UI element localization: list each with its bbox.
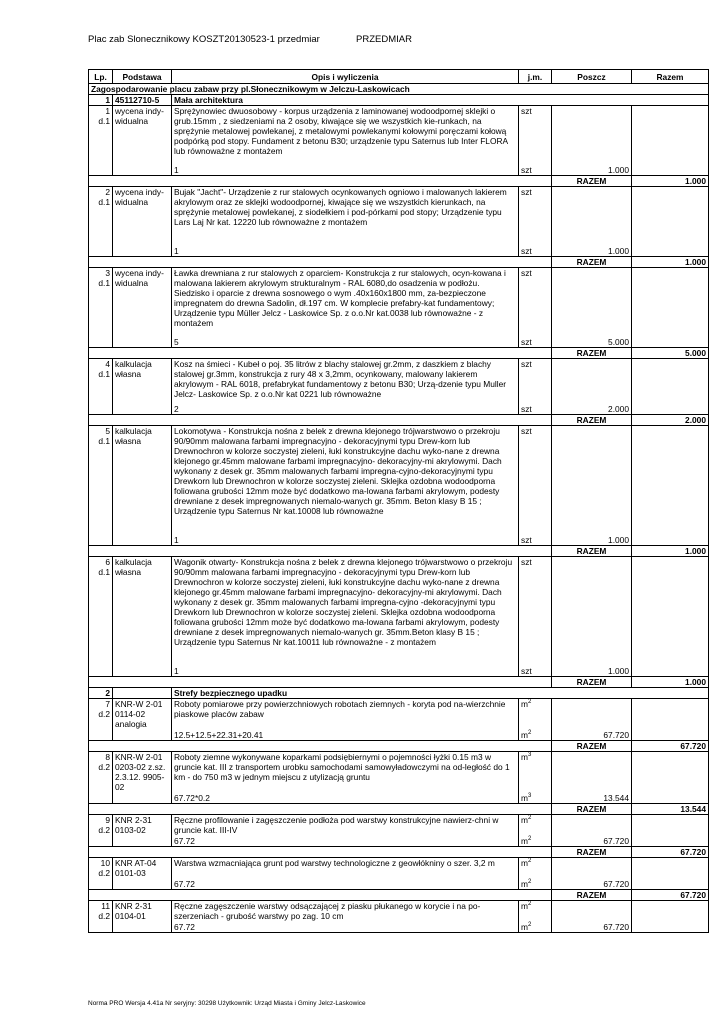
item-description: Ręczne profilowanie i zagęszczenie podłoża pod warstwy konstrukcyjne nawierz-chni w gruncie kat. III-IV — [174, 815, 499, 835]
item-unit-cell — [519, 426, 552, 546]
sum-row — [89, 677, 709, 688]
table-row — [89, 187, 709, 257]
col-description: Opis i wyliczenia — [172, 70, 519, 84]
table-row — [89, 359, 709, 415]
item-lp — [89, 699, 113, 741]
item-chapter: d.1 — [98, 567, 110, 577]
item-number: 1 — [105, 106, 110, 116]
item-calculation: 67.72 — [174, 879, 195, 889]
item-number: 9 — [105, 815, 110, 825]
item-unit-cell — [519, 106, 552, 176]
item-razem-empty — [632, 426, 709, 546]
item-poszcz: 67.720 — [552, 699, 632, 741]
sum-value: 13.544 — [632, 804, 709, 815]
item-description-cell — [172, 815, 519, 847]
sum-label: RAZEM — [552, 546, 632, 557]
item-description-cell — [172, 752, 519, 804]
item-number: 3 — [105, 268, 110, 278]
item-unit-calc: szt — [521, 666, 532, 676]
unit-exponent: 2 — [527, 858, 532, 865]
item-unit-calc: $m^2$ — [521, 836, 532, 846]
sum-row — [89, 257, 709, 268]
item-description-cell — [172, 858, 519, 890]
section-title: Zagospodarowanie placu zabaw przy pl.Słonecznikowym w Jelczu-Laskowicach — [89, 84, 709, 95]
item-calculation: 1 — [174, 246, 179, 256]
table-row — [89, 268, 709, 348]
item-basis: wycena indy-widualna — [113, 268, 172, 348]
item-lp — [89, 426, 113, 546]
table-row — [89, 858, 709, 890]
page-header — [88, 34, 412, 45]
sum-label: RAZEM — [552, 847, 632, 858]
item-description: Kosz na śmieci - Kubeł o poj. 35 litrów z blachy stalowej gr.2mm, z daszkiem z blachy stalowej gr.3mm, konstrukcja z rury 48 x 3,2mm, ocynkowany, malowany lakierem akrylowym - RAL 6018, prefabrykat fundamentowy z betonu B30; Urzą-dzenie typu Muller Jelcz- Laskowice Sp. z o.o.Nr kat 0221 lub równoważne — [174, 359, 507, 399]
item-unit: $m^2$ — [521, 901, 532, 911]
item-razem-empty — [632, 187, 709, 257]
unit-exponent: 2 — [527, 836, 532, 843]
sum-spacer — [89, 804, 552, 815]
section-row — [89, 84, 709, 95]
item-razem-empty — [632, 858, 709, 890]
item-number: 8 — [105, 752, 110, 762]
item-poszcz: 67.720 — [552, 901, 632, 933]
col-lp: Lp. — [89, 70, 113, 84]
item-lp — [89, 187, 113, 257]
sum-value: 67.720 — [632, 890, 709, 901]
item-unit-cell — [519, 187, 552, 257]
item-description: Ręczne zagęszczenie warstwy odsączającej z piasku płukanego w korycie i na po-szerzeniach - grubość warstwy po zag. 10 cm — [174, 901, 481, 921]
item-unit-cell — [519, 815, 552, 847]
item-razem-empty — [632, 106, 709, 176]
col-poszcz: Poszcz — [552, 70, 632, 84]
item-unit-calc: szt — [521, 535, 532, 545]
item-unit: $m^3$ — [521, 752, 532, 762]
table-row — [89, 106, 709, 176]
item-razem-empty — [632, 699, 709, 741]
item-basis: KNR AT-04 0101-03 — [113, 858, 172, 890]
sum-spacer — [89, 847, 552, 858]
item-unit: szt — [521, 106, 532, 116]
unit-exponent: 2 — [527, 879, 532, 886]
item-description: Bujak "Jacht"- Urządzenie z rur stalowych ocynkowanych ogniowo i malowanych lakierem akrylowym oraz ze sklejki wodoodpornej, kiwające się we wszystkich kierunkach, na sprężynie metalowej powlekanej, z siodełkiem i pod-pórkami pod stopy; Urządzenie typu Lars Laj Nr kat. 12220 lub równoważne z montażem — [174, 187, 507, 227]
item-unit: $m^2$ — [521, 858, 532, 868]
item-description: Warstwa wzmacniająca grunt pod warstwy technologiczne z geowłókniny o szer. 3,2 m — [174, 858, 495, 868]
item-description-cell — [172, 901, 519, 933]
document-type: PRZEDMIAR — [356, 34, 412, 45]
sum-label: RAZEM — [552, 741, 632, 752]
item-chapter: d.2 — [98, 709, 110, 719]
sum-spacer — [89, 741, 552, 752]
item-basis: KNR 2-31 0104-01 — [113, 901, 172, 933]
item-chapter: d.2 — [98, 868, 110, 878]
sum-row — [89, 415, 709, 426]
table-row — [89, 901, 709, 933]
item-lp — [89, 106, 113, 176]
item-description-cell — [172, 187, 519, 257]
item-basis: KNR-W 2-01 0203-02 z.sz. 2.3.12. 9905-02 — [113, 752, 172, 804]
item-chapter: d.1 — [98, 278, 110, 288]
sum-value: 1.000 — [632, 176, 709, 187]
sum-value: 1.000 — [632, 546, 709, 557]
item-lp — [89, 858, 113, 890]
item-description-cell — [172, 268, 519, 348]
table-row — [89, 815, 709, 847]
item-poszcz: 13.544 — [552, 752, 632, 804]
item-unit-calc: $m^2$ — [521, 730, 532, 740]
col-razem: Razem — [632, 70, 709, 84]
item-unit-cell — [519, 699, 552, 741]
item-unit: szt — [521, 187, 532, 197]
item-description: Roboty pomiarowe przy powierzchniowych robotach ziemnych - koryta pod na-wierzchnie piaskowe placów zabaw — [174, 699, 506, 719]
unit-exponent: 3 — [527, 793, 532, 800]
unit-exponent: 2 — [527, 901, 532, 908]
item-unit-cell — [519, 268, 552, 348]
item-unit: szt — [521, 359, 532, 369]
sum-spacer — [89, 415, 552, 426]
col-basis: Podstawa — [113, 70, 172, 84]
item-unit: szt — [521, 557, 532, 567]
item-razem-empty — [632, 752, 709, 804]
sum-label: RAZEM — [552, 415, 632, 426]
item-lp — [89, 752, 113, 804]
table-row — [89, 426, 709, 546]
group-name: Strefy bezpiecznego upadku — [172, 688, 709, 699]
item-calculation: 5 — [174, 337, 179, 347]
item-chapter: d.1 — [98, 116, 110, 126]
item-lp — [89, 901, 113, 933]
item-calculation: 67.72 — [174, 922, 195, 932]
item-unit: szt — [521, 268, 532, 278]
sum-label: RAZEM — [552, 804, 632, 815]
item-poszcz: 2.000 — [552, 359, 632, 415]
sum-label: RAZEM — [552, 677, 632, 688]
item-lp — [89, 359, 113, 415]
document-title: Plac zab Slonecznikowy KOSZT20130523-1 przedmiar — [88, 34, 320, 45]
item-basis: KNR-W 2-01 0114-02 analogia — [113, 699, 172, 741]
item-description: Roboty ziemne wykonywane koparkami podsiębiernymi o pojemności łyżki 0.15 m3 w gruncie kat. III z transportem urobku samochodami samowyładowczymi na od-ległość do 1 km - do 750 m3 w jednym miejscu z utylizacją gruntu — [174, 752, 510, 782]
item-chapter: d.1 — [98, 369, 110, 379]
item-unit-cell — [519, 359, 552, 415]
item-description: Ławka drewniana z rur stalowych z oparciem- Konstrukcja z rur stalowych, ocyn-kowana i malowana lakierem akrylowym strukturalnym - RAL 6080,do osadzenia w podłożu. Siedzisko i oparcie z drewna sosnowego o wym .40x160x1800 mm, za-bezpieczone impregnatem do drewna Sadolin, dł.197 cm. W komplecie prefabry-kat fundamentowy; Urządzenie typu Müller Jelcz - Laskowice Sp. z o.o.Nr kat.0038 lub równoważne - z montażem — [174, 268, 506, 328]
item-description-cell — [172, 699, 519, 741]
table-row — [89, 752, 709, 804]
item-razem-empty — [632, 815, 709, 847]
sum-value: 67.720 — [632, 741, 709, 752]
item-description-cell — [172, 557, 519, 677]
item-chapter: d.2 — [98, 911, 110, 921]
sum-spacer — [89, 348, 552, 359]
item-unit-cell — [519, 858, 552, 890]
item-poszcz: 1.000 — [552, 187, 632, 257]
item-number: 5 — [105, 426, 110, 436]
sum-spacer — [89, 176, 552, 187]
item-unit-calc: $m^2$ — [521, 922, 532, 932]
item-basis: KNR 2-31 0103-02 — [113, 815, 172, 847]
sum-value: 2.000 — [632, 415, 709, 426]
item-unit: szt — [521, 426, 532, 436]
group-number: 2 — [89, 688, 113, 699]
sum-value: 67.720 — [632, 847, 709, 858]
sum-value: 5.000 — [632, 348, 709, 359]
sum-row — [89, 804, 709, 815]
sum-spacer — [89, 546, 552, 557]
unit-exponent: 2 — [527, 815, 532, 822]
item-description-cell — [172, 106, 519, 176]
item-calculation: 1 — [174, 666, 179, 676]
unit-exponent: 3 — [527, 752, 532, 759]
group-number: 1 — [89, 95, 113, 106]
item-razem-empty — [632, 268, 709, 348]
item-chapter: d.1 — [98, 197, 110, 207]
sum-label: RAZEM — [552, 257, 632, 268]
item-lp — [89, 268, 113, 348]
item-unit-calc: szt — [521, 246, 532, 256]
item-number: 11 — [101, 901, 110, 911]
group-row — [89, 688, 709, 699]
item-number: 4 — [105, 359, 110, 369]
group-code — [113, 688, 172, 699]
table-row — [89, 699, 709, 741]
item-razem-empty — [632, 359, 709, 415]
group-row — [89, 95, 709, 106]
item-basis: wycena indy-widualna — [113, 106, 172, 176]
unit-exponent: 2 — [527, 730, 532, 737]
item-unit-cell — [519, 557, 552, 677]
item-unit-calc: $m^2$ — [521, 879, 532, 889]
item-basis: kalkulacja własna — [113, 426, 172, 546]
item-number: 7 — [105, 699, 110, 709]
sum-value: 1.000 — [632, 677, 709, 688]
unit-exponent: 2 — [527, 922, 532, 929]
item-unit-calc: szt — [521, 165, 532, 175]
group-code: 45112710-5 — [113, 95, 172, 106]
sum-row — [89, 741, 709, 752]
item-poszcz: 1.000 — [552, 426, 632, 546]
item-description-cell — [172, 359, 519, 415]
item-calculation: 67.72*0.2 — [174, 793, 210, 803]
item-poszcz: 1.000 — [552, 557, 632, 677]
sum-row — [89, 890, 709, 901]
item-number: 2 — [105, 187, 110, 197]
group-name: Mała architektura — [172, 95, 709, 106]
item-description-cell — [172, 426, 519, 546]
item-unit-calc: szt — [521, 337, 532, 347]
item-number: 10 — [100, 858, 110, 868]
item-razem-empty — [632, 557, 709, 677]
item-lp — [89, 815, 113, 847]
sum-spacer — [89, 257, 552, 268]
item-poszcz: 67.720 — [552, 858, 632, 890]
sum-row — [89, 348, 709, 359]
item-description: Sprężynowiec dwuosobowy - korpus urządzenia z laminowanej wodoodpornej sklejki o grub.15mm , z siedzeniami na 2 osoby, kiwające się we wszystkich kie-runkach, na sprężynie metalowej powlekanej, z metalowymi powlekanymi kołowymi poręczami kołową podpórką pod stopy. Fundament z betonu B30; urządzenie typu Saternus lub Inter FLORA lub równoważne z montażem — [174, 106, 508, 156]
item-lp — [89, 557, 113, 677]
table-header-row — [89, 70, 709, 84]
item-unit-calc: szt — [521, 404, 532, 414]
sum-spacer — [89, 677, 552, 688]
item-chapter: d.1 — [98, 436, 110, 446]
item-unit: $m^2$ — [521, 699, 532, 709]
estimate-table — [88, 69, 709, 933]
sum-row — [89, 546, 709, 557]
item-basis: wycena indy-widualna — [113, 187, 172, 257]
col-unit: j.m. — [519, 70, 552, 84]
item-poszcz: 67.720 — [552, 815, 632, 847]
sum-label: RAZEM — [552, 176, 632, 187]
item-chapter: d.2 — [98, 762, 110, 772]
item-calculation: 2 — [174, 404, 179, 414]
item-unit-cell — [519, 901, 552, 933]
item-unit: $m^2$ — [521, 815, 532, 825]
item-chapter: d.2 — [98, 825, 110, 835]
sum-label: RAZEM — [552, 890, 632, 901]
sum-label: RAZEM — [552, 348, 632, 359]
item-calculation: 1 — [174, 165, 179, 175]
item-unit-calc: $m^3$ — [521, 793, 532, 803]
item-razem-empty — [632, 901, 709, 933]
item-number: 6 — [105, 557, 110, 567]
item-calculation: 67.72 — [174, 836, 195, 846]
item-calculation: 1 — [174, 535, 179, 545]
page-footer: Norma PRO Wersja 4.41a Nr seryjny: 30298 Użytkownik: Urząd Miasta i Gminy Jelcz-Laskowice — [88, 1000, 366, 1007]
item-basis: kalkulacja własna — [113, 359, 172, 415]
unit-exponent: 2 — [527, 699, 532, 706]
item-poszcz: 5.000 — [552, 268, 632, 348]
item-description: Lokomotywa - Konstrukcja nośna z belek z drewna klejonego trójwarstwowo o przekroju 90/90mm malowana farbami impregnacyjno - dekoracyjnymi typu Drew-korn lub Drewnochron w kolorze soczystej zieleni, łuki konstrukcyjne dachu wyko-nane z drewna klejonego gr.45mm malowane farbami impregnacyjno- dekoracyjny-mi akrylowymi. Dach wykonany z desek gr. 35mm malowanych farbami impregna-cyjno-dekoracyjnymi typu Drewkorn lub Drewnochron w kolorze soczystej zieleni. Sklejka ozdobna wodoodporna foliowana grubości 12mm może być dodatkowo ma-lowana farbami akrylowym, podesty drewniane z desek impregnowanych niemalo-wanych gr. 35mm. Beton klasy B 15 ; Urządzenie typu Saternus Nr kat.10008 lub równoważne — [174, 426, 502, 516]
item-unit-cell — [519, 752, 552, 804]
item-poszcz: 1.000 — [552, 106, 632, 176]
sum-row — [89, 847, 709, 858]
sum-spacer — [89, 890, 552, 901]
sum-value: 1.000 — [632, 257, 709, 268]
sum-row — [89, 176, 709, 187]
item-basis: kalkulacja własna — [113, 557, 172, 677]
table-row — [89, 557, 709, 677]
item-calculation: 12.5+12.5+22.31+20.41 — [174, 730, 264, 740]
item-description: Wagonik otwarty- Konstrukcja nośna z belek z drewna klejonego trójwarstwowo o przekroju 90/90mm malowana farbami impregnacyjno - dekoracyjnymi typu Drew-korn lub Drewnochron w kolorze soczystej zieleni, łuki konstrukcyjne dachu wyko-nane z drewna klejonego gr.45mm malowane farbami impregnacyjno- dekoracyjny-mi akrylowymi. Dach wykonany z desek gr. 35mm malowanych farbami impregna-cyjno -dekoracyjnymi typu Drewkorn lub Drewnochron w kolorze soczystej zieleni. Sklejka ozdobna wodoodporna foliowana grubości 12mm może być dodatkowo ma-lowana farbami akrylowym, podesty drewniane z desek impregnowanych niemalo-wanych gr. 35mm.Beton klasy B 15 ; Urządzenie typu Saternus Nr kat.10011 lub równoważne - z montażem — [174, 557, 513, 647]
